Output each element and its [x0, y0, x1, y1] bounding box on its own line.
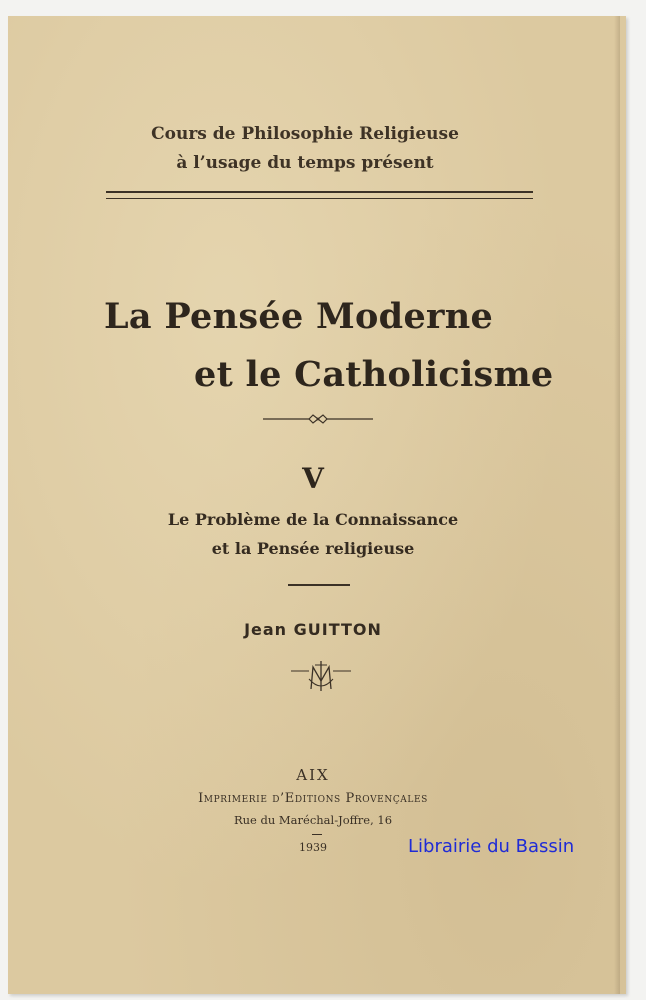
ornament-divider-icon: [263, 412, 373, 426]
main-title-line1: La Pensée Moderne: [104, 296, 494, 337]
double-rule-divider: [106, 191, 533, 199]
publisher-city: AIX: [296, 766, 330, 784]
publisher-printer: Imprimerie d’Editions Provençales: [198, 791, 428, 806]
subtitle-line2: et la Pensée religieuse: [211, 539, 415, 558]
series-title-line1: Cours de Philosophie Religieuse: [151, 124, 459, 144]
author-name: Jean GUITTON: [244, 620, 382, 639]
publisher-street: Rue du Maréchal-Joffre, 16: [233, 813, 393, 827]
short-rule-divider: [288, 584, 350, 586]
volume-number: V: [302, 462, 324, 495]
main-title-line2: et le Catholicisme: [194, 354, 554, 395]
publisher-monogram-icon: [291, 659, 351, 695]
series-title-line2: à l’usage du temps présent: [176, 153, 434, 173]
subtitle-line1: Le Problème de la Connaissance: [167, 510, 459, 529]
publication-year: 1939: [299, 841, 327, 854]
small-dash-divider: [312, 834, 322, 835]
seller-watermark: Librairie du Bassin: [408, 836, 575, 857]
